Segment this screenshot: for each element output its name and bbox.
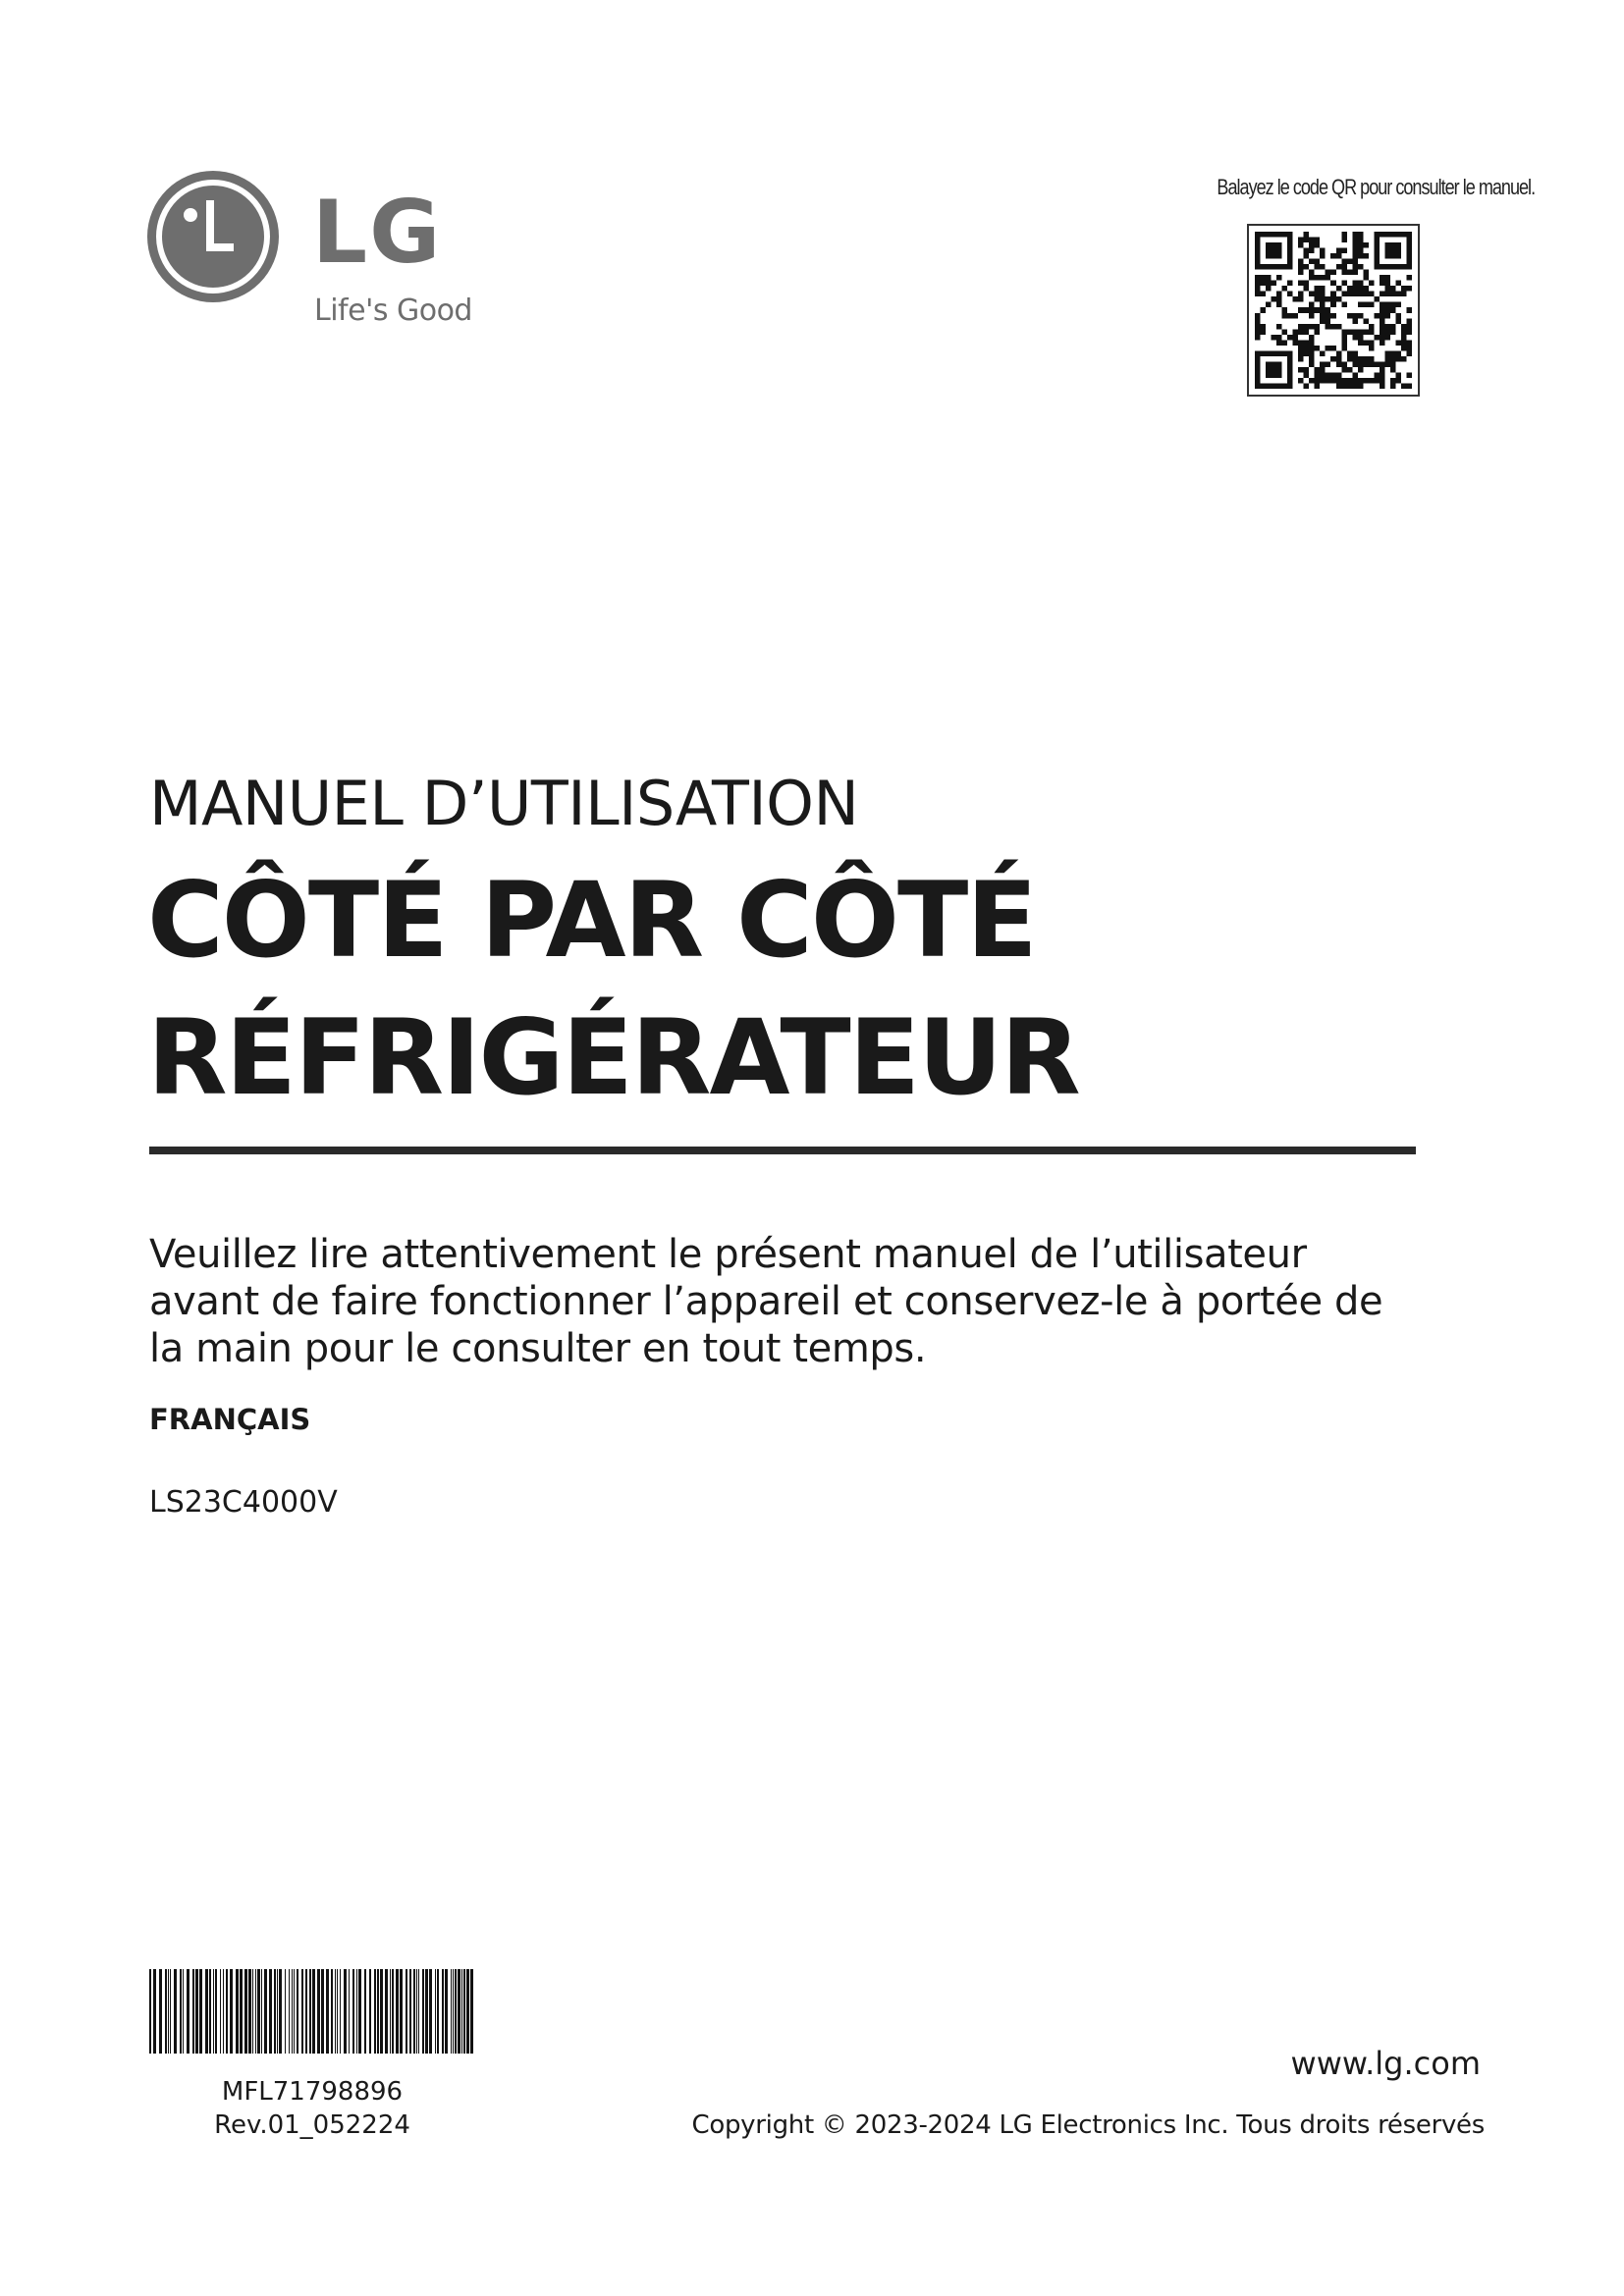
title-line-2: RÉFRIGÉRATEUR bbox=[147, 997, 1079, 1118]
barcode bbox=[149, 1969, 475, 2054]
brand-tagline: Life's Good bbox=[314, 294, 472, 328]
lg-logo-icon bbox=[147, 171, 279, 302]
website-link[interactable]: www.lg.com bbox=[1290, 2045, 1481, 2082]
instruction-line: Veuillez lire attentivement le présent manuel de l’utilisateur bbox=[149, 1232, 1307, 1277]
model-number: LS23C4000V bbox=[149, 1485, 338, 1520]
instructions-paragraph bbox=[149, 1231, 1445, 1372]
qr-code-pattern bbox=[1255, 232, 1412, 389]
instruction-line: avant de faire fonctionner l’appareil et conservez-le à portée de bbox=[149, 1279, 1383, 1324]
instruction-line: la main pour le consulter en tout temps. bbox=[149, 1326, 927, 1371]
revision-code: Rev.01_052224 bbox=[214, 2110, 410, 2140]
qr-code[interactable] bbox=[1247, 224, 1420, 397]
language-label: FRANÇAIS bbox=[149, 1403, 311, 1436]
part-number: MFL71798896 bbox=[221, 2077, 404, 2107]
title-line-1: CÔTÉ PAR CÔTÉ bbox=[147, 860, 1036, 981]
copyright-notice: Copyright © 2023-2024 LG Electronics Inc. Tous droits réservés bbox=[691, 2110, 1485, 2140]
barcode-bars bbox=[149, 1969, 475, 2054]
title-divider bbox=[149, 1147, 1416, 1154]
document-type: MANUEL D’UTILISATION bbox=[149, 768, 859, 839]
qr-caption: Balayez le code QR pour consulter le manuel. bbox=[1217, 175, 1536, 199]
brand-logo-text: LG bbox=[312, 182, 443, 283]
